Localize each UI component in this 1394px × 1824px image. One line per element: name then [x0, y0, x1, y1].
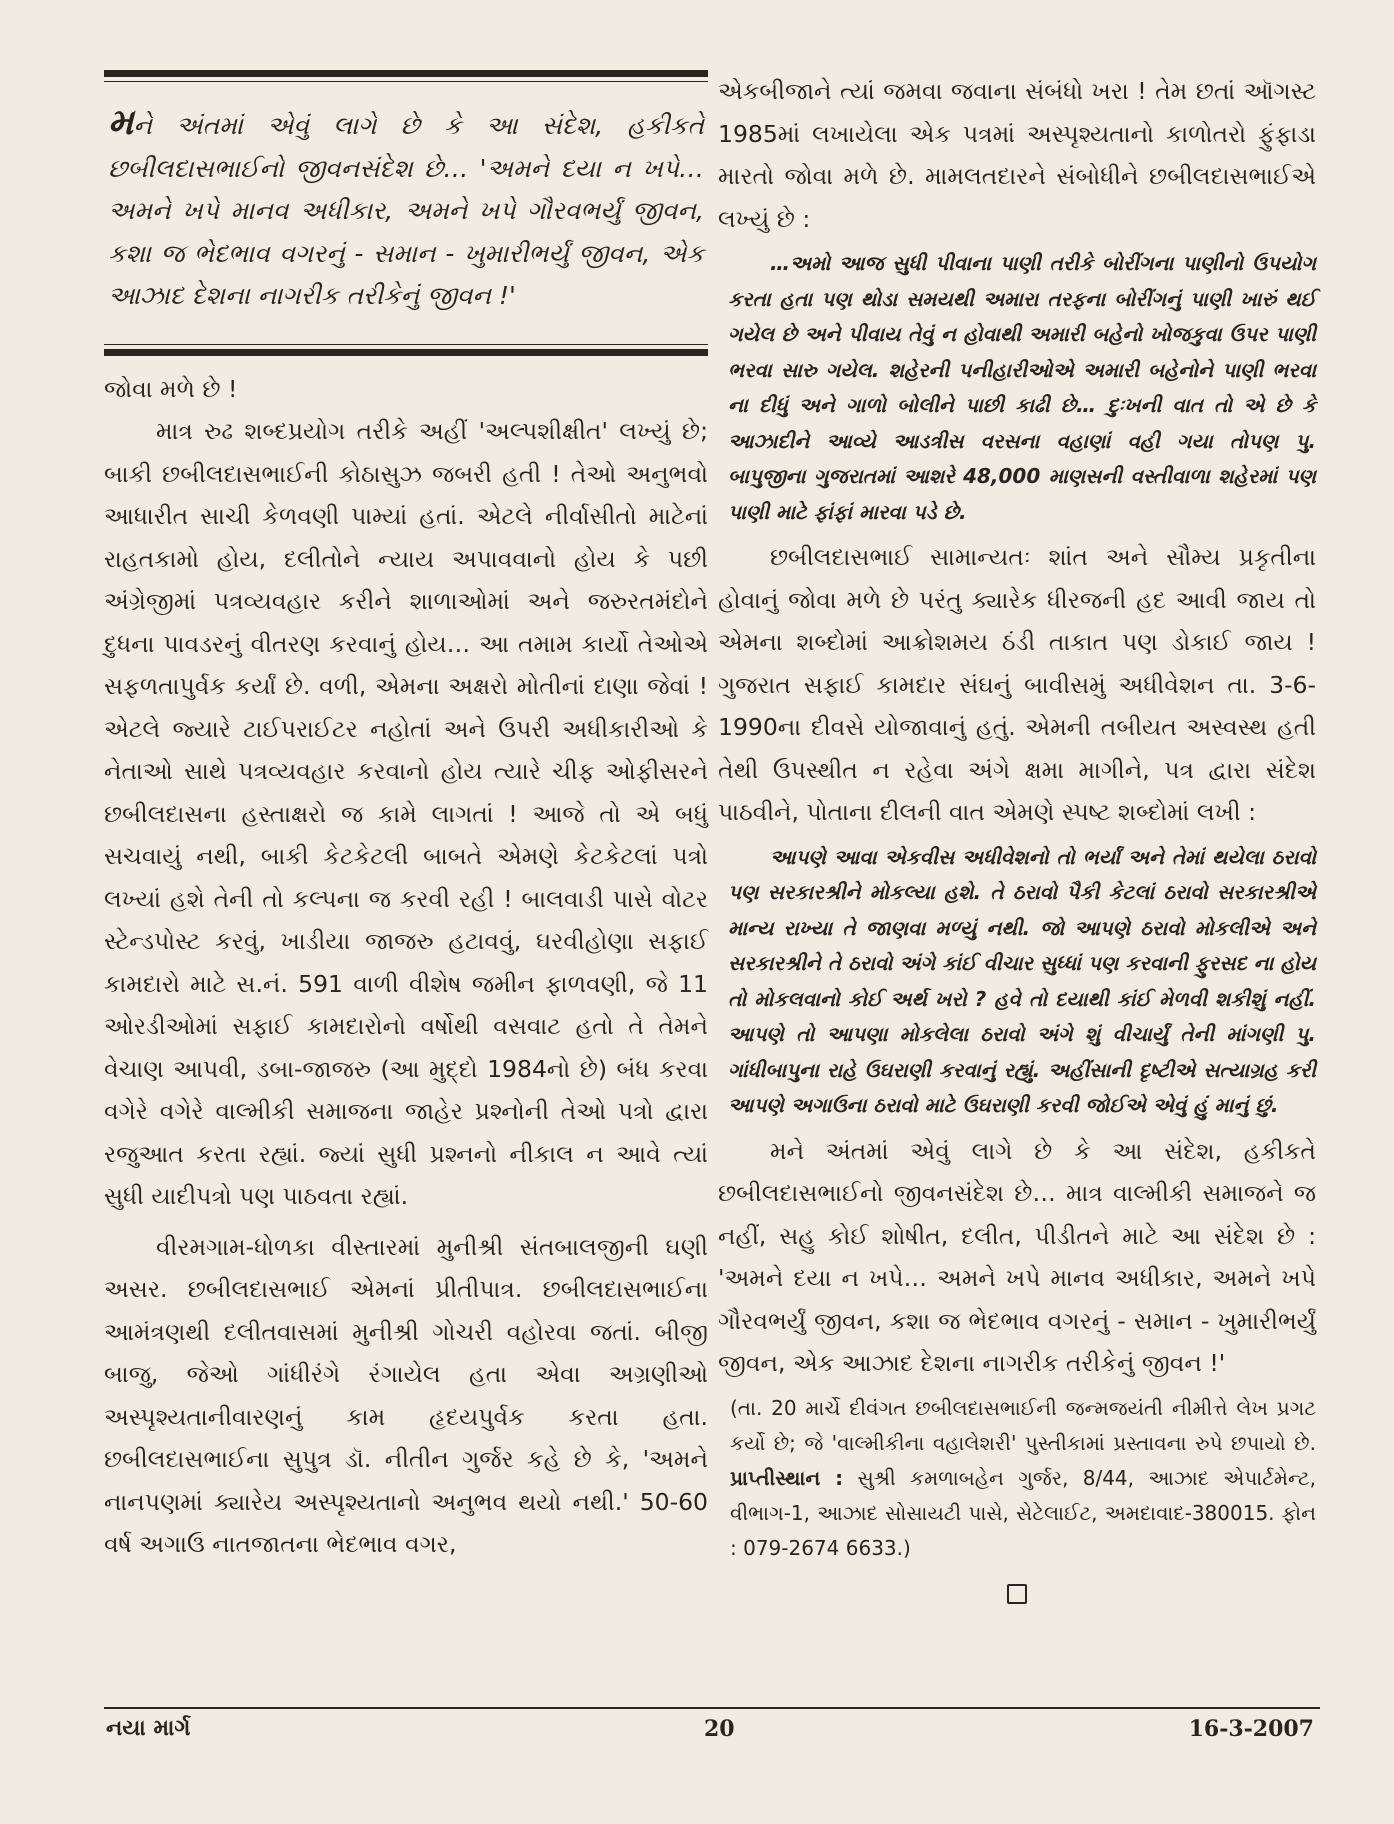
pullquote-bottom-rule — [104, 349, 708, 356]
letter-quote-2: આપણે આવા એકવીસ અધીવેશનો તો ભર્યાં અને તેમાં થયેલા ઠરાવો પણ સરકારશ્રીને મોકલ્યા હશે. તે ઠરાવો પૈકી કેટલાં ઠરાવો સરકારશ્રીએ માન્ય રાખ્યા તે જાણવા મળ્યું નથી. જો આપણે ઠરાવો મોકલીએ અને સરકારશ્રીને તે ઠરાવો અંગે કાંઈ વીચાર સુધ્ધાં પણ કરવાની ફુરસદ ના હોય તો મોકલવાનો કોઈ અર્થ ખરો ? હવે તો દયાથી કાંઈ મેળવી શકીશું નહીં. આપણે તો આપણા મોકલેલા ઠરાવો અંગે શું વીચાર્યું તેની માંગણી પુ. ગાંધીબાપુના રાહે ઉઘરાણી કરવાનું રહ્યું. અહીંસાની દૃષ્ટીએ સત્યાગ્રહ કરી આપણે અગાઉના ઠરાવો માટે ઉઘરાણી કરવી જોઈએ એવું હું માનું છું. — [728, 844, 1316, 1117]
end-mark-icon — [1007, 1584, 1027, 1604]
left-paragraph-1: જોવા મળે છે ! — [104, 374, 238, 403]
right-paragraph-3: મને અંતમાં એવું લાગે છે કે આ સંદેશ, હકીકતે છબીલદાસભાઈનો જીવનસંદેશ છે… માત્ર વાલ્મીકી સમાજને જ નહીં, સહુ કોઈ શોષીત, દલીત, પીડીતને માટે આ સંદેશ છે : 'અમને દયા ન ખપે… અમને ખપે માનવ અધીકાર, અમને ખપે ગૌરવભર્યું જીવન, કશા જ ભેદભાવ વગરનું - સમાન - ખુમારીભર્યું જીવન, એક આઝાદ દેશના નાગરીક તરીકેનું જીવન !' — [718, 1136, 1316, 1377]
letter-quote-1: …અમો આજ સુધી પીવાના પાણી તરીકે બોરીંગના પાણીનો ઉપયોગ કરતા હતા પણ થોડા સમયથી અમારા તરફના બોરીંગનું પાણી ખારું થઈ ગયેલ છે અને પીવાય તેવું ન હોવાથી અમારી બહેનો ખોજકુવા ઉપર પાણી ભરવા સારુ ગયેલ. શહેરની પનીહારીઓએ અમારી બહેનોને પાણી ભરવા ના દીધું અને ગાળો બોલીને પાછી કાઢી છે… દુઃખની વાત તો એ છે કે આઝાદીને આવ્યે આડત્રીસ વરસના વહાણાં વહી ગયા તોપણ પુ. બાપુજીના ગુજરાતમાં આશરે 48,000 માણસની વસ્તીવાળા શહેરમાં પણ પાણી માટે ફાંફાં મારવા પડે છે. — [728, 251, 1316, 524]
source-note — [718, 1391, 1316, 1566]
footer-magazine-name: નયા માર્ગ — [106, 1716, 191, 1741]
left-paragraph-2: માત્ર રુઢ શબ્દપ્રયોગ તરીકે અહીં 'અલ્પશીક્ષીત' લખ્યું છે; બાકી છબીલદાસભાઈની કોઠાસુઝ જબરી હતી ! તેઓ અનુભવો આધારીત સાચી કેળવણી પામ્યાં હતાં. એટલે નીર્વાસીતો માટેનાં રાહતકામો હોય, દલીતોને ન્યાય અપાવવાનો હોય કે પછી અંગ્રેજીમાં પત્રવ્યવહાર કરીને શાળાઓમાં અને જરુરતમંદોને દુધના પાવડરનું વીતરણ કરવાનું હોય… આ તમામ કાર્યો તેઓએ સફળતાપુર્વક કર્યાં છે. વળી, એમના અક્ષરો મોતીનાં દાણા જેવાં ! એટલે જ્યારે ટાઈપરાઈટર નહોતાં અને ઉપરી અધીકારીઓ કે નેતાઓ સાથે પત્રવ્યવહાર કરવાનો હોય ત્યારે ચીફ ઓફીસરને છબીલદાસના હસ્તાક્ષરો જ કામે લાગતાં ! આજે તો એ બધું સચવાયું નથી, બાકી કેટકેટલી બાબતે એમણે કેટકેટલાં પત્રો લખ્યાં હશે તેની તો કલ્પના જ કરવી રહી ! બાલવાડી પાસે વોટર સ્ટેન્ડપોસ્ટ કરવું, ખાડીયા જાજરુ હટાવવું, ઘરવીહોણા સફાઈ કામદારો માટે સ.નં. 591 વાળી વીશેષ જમીન ફાળવણી, જે 11 ઓરડીઓમાં સફાઈ કામદારોનો વર્ષોથી વસવાટ હતો તે તેમને વેચાણ આપવી, ડબા-જાજરુ (આ મુદ્દો 1984નો છે) બંધ કરવા વગેરે વગેરે વાલ્મીકી સમાજના જાહેર પ્રશ્નોની તેઓ પત્રો દ્વારા રજુઆત કરતા રહ્યાં. જ્યાં સુધી પ્રશ્નનો નીકાલ ન આવે ત્યાં સુધી યાદીપત્રો પણ પાઠવતા રહ્યાં. — [104, 417, 708, 1210]
footer-date: 16-3-2007 — [1188, 1716, 1314, 1742]
source-note-label: પ્રાપ્તીસ્થાન : — [730, 1465, 844, 1490]
right-paragraph-1: એકબીજાને ત્યાં જમવા જવાના સંબંધો ખરા ! તેમ છતાં ઑગસ્ટ 1985માં લખાયેલા એક પત્રમાં અસ્પૃશ્યતાનો કાળોતરો ફુંફાડા મારતો જોવા મળે છે. મામલતદારને સંબોધીને છબીલદાસભાઈએ લખ્યું છે : — [718, 77, 1316, 233]
pullquote-text: ને અંતમાં એવું લાગે છે કે આ સંદેશ, હકીકતે છબીલદાસભાઈનો જીવનસંદેશ છે… 'અમને દયા ન ખપે… અમને ખપે માનવ અધીકાર, અમને ખપે ગૌરવભર્યું જીવન, કશા જ ભેદભાવ વગરનું - સમાન - ખુમારીભર્યું જીવન, એક આઝાદ દેશના નાગરીક તરીકેનું જીવન !' — [108, 111, 704, 310]
right-paragraph-2: છબીલદાસભાઈ સામાન્યતઃ શાંત અને સૌમ્ય પ્રકૃતીના હોવાનું જોવા મળે છે પરંતુ ક્યારેક ધીરજની હદ આવી જાય તો એમના શબ્દોમાં આક્રોશમય ઠંડી તાકાત પણ ડોકાઈ જાય ! ગુજરાત સફાઈ કામદાર સંઘનું બાવીસમું અધીવેશન તા. 3-6-1990ના દીવસે યોજાવાનું હતું. એમની તબીયત અસ્વસ્થ હતી તેથી ઉપસ્થીત ન રહેવા અંગે ક્ષમા માગીને, પત્ર દ્વારા સંદેશ પાઠવીને, પોતાના દીલની વાત એમણે સ્પષ્ટ શબ્દોમાં લખી : — [718, 543, 1316, 826]
pullquote-dropcap: મ — [108, 102, 134, 143]
left-paragraph-3: વીરમગામ-ધોળકા વીસ્તારમાં મુનીશ્રી સંતબાલજીની ઘણી અસર. છબીલદાસભાઈ એમનાં પ્રીતીપાત્ર. છબીલદાસભાઈના આમંત્રણથી દલીતવાસમાં મુનીશ્રી ગોચરી વહોરવા જતાં. બીજી બાજુ, જેઓ ગાંધીરંગે રંગાયેલ હતા એવા અગ્રણીઓ અસ્પૃશ્યતાનીવારણનું કામ હૃદયપુર્વક કરતા હતા. છબીલદાસભાઈના સુપુત્ર ડૉ. નીતીન ગુર્જર કહે છે કે, 'અમને નાનપણમાં ક્યારેય અસ્પૃશ્યતાનો અનુભવ થયો નથી.' 50-60 વર્ષ અગાઉ નાતજાતના ભેદભાવ વગર, — [104, 1232, 708, 1558]
left-column — [104, 70, 708, 1566]
pullquote-top-rule — [104, 70, 708, 77]
footer-rule — [104, 1707, 1320, 1709]
source-note-text: (તા. 20 માર્ચે દીવંગત છબીલદાસભાઈની જન્મજયંતી નીમીત્તે લેખ પ્રગટ કર્યો છે; જે 'વાલ્મીકીના વહાલેશરી' પુસ્તીકામાં પ્રસ્તાવના રુપે છપાયો છે. — [730, 1395, 1316, 1455]
pullquote-bottom-rule-thin — [104, 344, 708, 345]
source-note-address: સુશ્રી કમળાબહેન ગુર્જર, 8/44, આઝાદ એપાર્ટમેન્ટ, વીભાગ-1, આઝાદ સોસાયટી પાસે, સેટેલાઈટ, અમદાવાદ-380015. ફોન : 079-2674 6633.) — [730, 1465, 1316, 1560]
right-column — [718, 70, 1316, 1604]
footer-page-number: 20 — [704, 1716, 735, 1742]
pullquote — [104, 82, 708, 340]
